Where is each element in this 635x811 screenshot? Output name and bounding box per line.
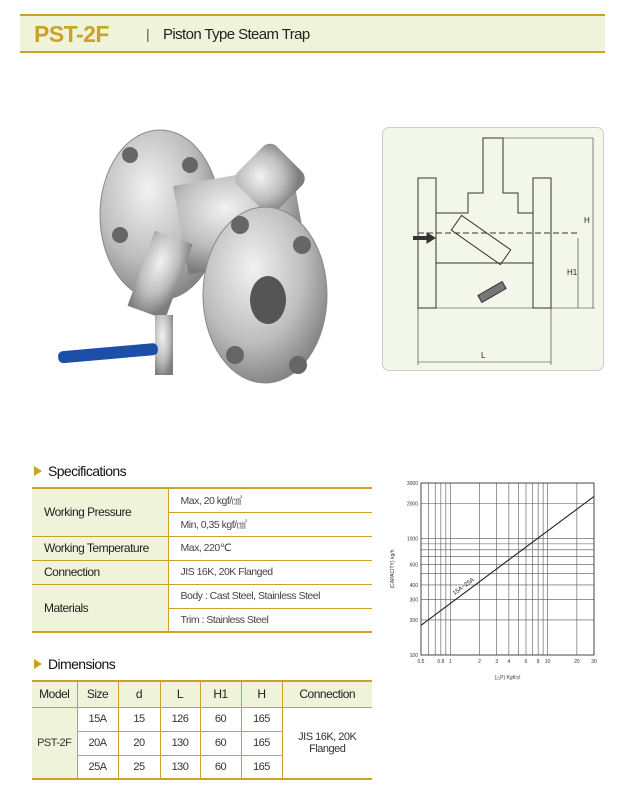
table-row	[32, 488, 372, 512]
specifications-table	[32, 487, 372, 633]
dim-l-label: L	[481, 351, 486, 360]
y-tick-label: 600	[409, 562, 418, 569]
x-tick-label: 10	[544, 659, 551, 665]
cell: 25	[118, 755, 160, 779]
title-band	[20, 14, 605, 53]
col-header: Size	[77, 681, 118, 707]
cell: 20A	[77, 731, 118, 755]
title-separator: |	[146, 26, 150, 42]
table-row	[32, 584, 372, 608]
x-tick-label: 2	[478, 659, 481, 665]
spec-label: Connection	[32, 560, 168, 584]
series-line	[421, 496, 594, 625]
col-header: H1	[200, 681, 241, 707]
section-title: Dimensions	[48, 656, 116, 672]
product-subtitle: Piston Type Steam Trap	[163, 26, 310, 43]
cell: 60	[200, 707, 241, 731]
y-tick-label: 300	[409, 597, 418, 604]
plot-frame	[421, 483, 594, 655]
cell: 15	[118, 707, 160, 731]
spec-value: Trim : Stainless Steel	[168, 608, 372, 632]
cell: 165	[241, 731, 282, 755]
dim-h-label: H	[584, 216, 590, 225]
model-title: PST-2F	[34, 21, 109, 47]
table-row	[32, 707, 372, 731]
x-tick-label: 8	[536, 659, 540, 665]
spec-value: Max, 20 kgf/㎠	[168, 488, 372, 512]
table-row	[32, 560, 372, 584]
specifications-heading	[34, 463, 126, 479]
y-tick-label: 400	[409, 582, 418, 589]
spec-value: Min, 0,35 kgf/㎠	[168, 512, 372, 536]
dimensions-heading	[34, 656, 115, 672]
cell: 25A	[77, 755, 118, 779]
x-tick-label: 1	[448, 659, 452, 665]
cell: 20	[118, 731, 160, 755]
x-tick-label: 4	[507, 659, 511, 665]
col-header: Connection	[282, 681, 372, 707]
cell: 130	[160, 755, 200, 779]
capacity-chart	[380, 470, 610, 695]
col-header: L	[160, 681, 200, 707]
cell: 60	[200, 731, 241, 755]
dim-h1-label: H1	[567, 268, 578, 277]
cell: 15A	[77, 707, 118, 731]
section-title: Specifications	[48, 463, 126, 479]
cell: 165	[241, 707, 282, 731]
connection-cell	[282, 707, 372, 779]
y-tick-label: 2000	[406, 501, 418, 508]
y-tick-label: 1000	[406, 536, 418, 543]
spec-value: JIS 16K, 20K Flanged	[168, 560, 372, 584]
y-axis-label: (CAPACITY) kg/h	[390, 549, 396, 589]
x-tick-label: 0.8	[437, 659, 445, 665]
cell: 130	[160, 731, 200, 755]
connection-line: JIS 16K, 20K	[298, 730, 357, 743]
col-header: H	[241, 681, 282, 707]
x-axis-label: (△P) Kgf/㎠	[494, 675, 521, 681]
cell: 126	[160, 707, 200, 731]
spec-value: Body : Cast Steel, Stainless Steel	[168, 584, 372, 608]
triangle-bullet-icon	[34, 659, 42, 669]
dimension-drawing	[382, 127, 604, 371]
x-tick-label: 3	[495, 659, 499, 665]
x-tick-label: 6	[524, 659, 528, 665]
y-tick-label: 100	[409, 653, 418, 659]
cell: 60	[200, 755, 241, 779]
y-tick-label: 3000	[406, 481, 418, 487]
product-photo	[40, 115, 340, 395]
cell: 165	[241, 755, 282, 779]
spec-label: Materials	[32, 584, 168, 632]
x-tick-label: 20	[574, 659, 580, 665]
table-row	[32, 536, 372, 560]
connection-line: Flanged	[309, 742, 346, 755]
spec-label: Working Pressure	[32, 488, 168, 536]
x-tick-label: 30	[591, 659, 597, 665]
col-header: Model	[32, 681, 77, 707]
model-cell: PST-2F	[32, 707, 77, 779]
spec-label: Working Temperature	[32, 536, 168, 560]
table-header-row	[32, 681, 372, 707]
dimensions-table	[32, 680, 372, 780]
col-header: d	[118, 681, 160, 707]
series-label: 15A~25A	[452, 577, 476, 597]
triangle-bullet-icon	[34, 466, 42, 476]
x-tick-label: 0.5	[417, 659, 425, 665]
y-tick-label: 200	[409, 617, 418, 624]
spec-value: Max, 220℃	[168, 536, 372, 560]
